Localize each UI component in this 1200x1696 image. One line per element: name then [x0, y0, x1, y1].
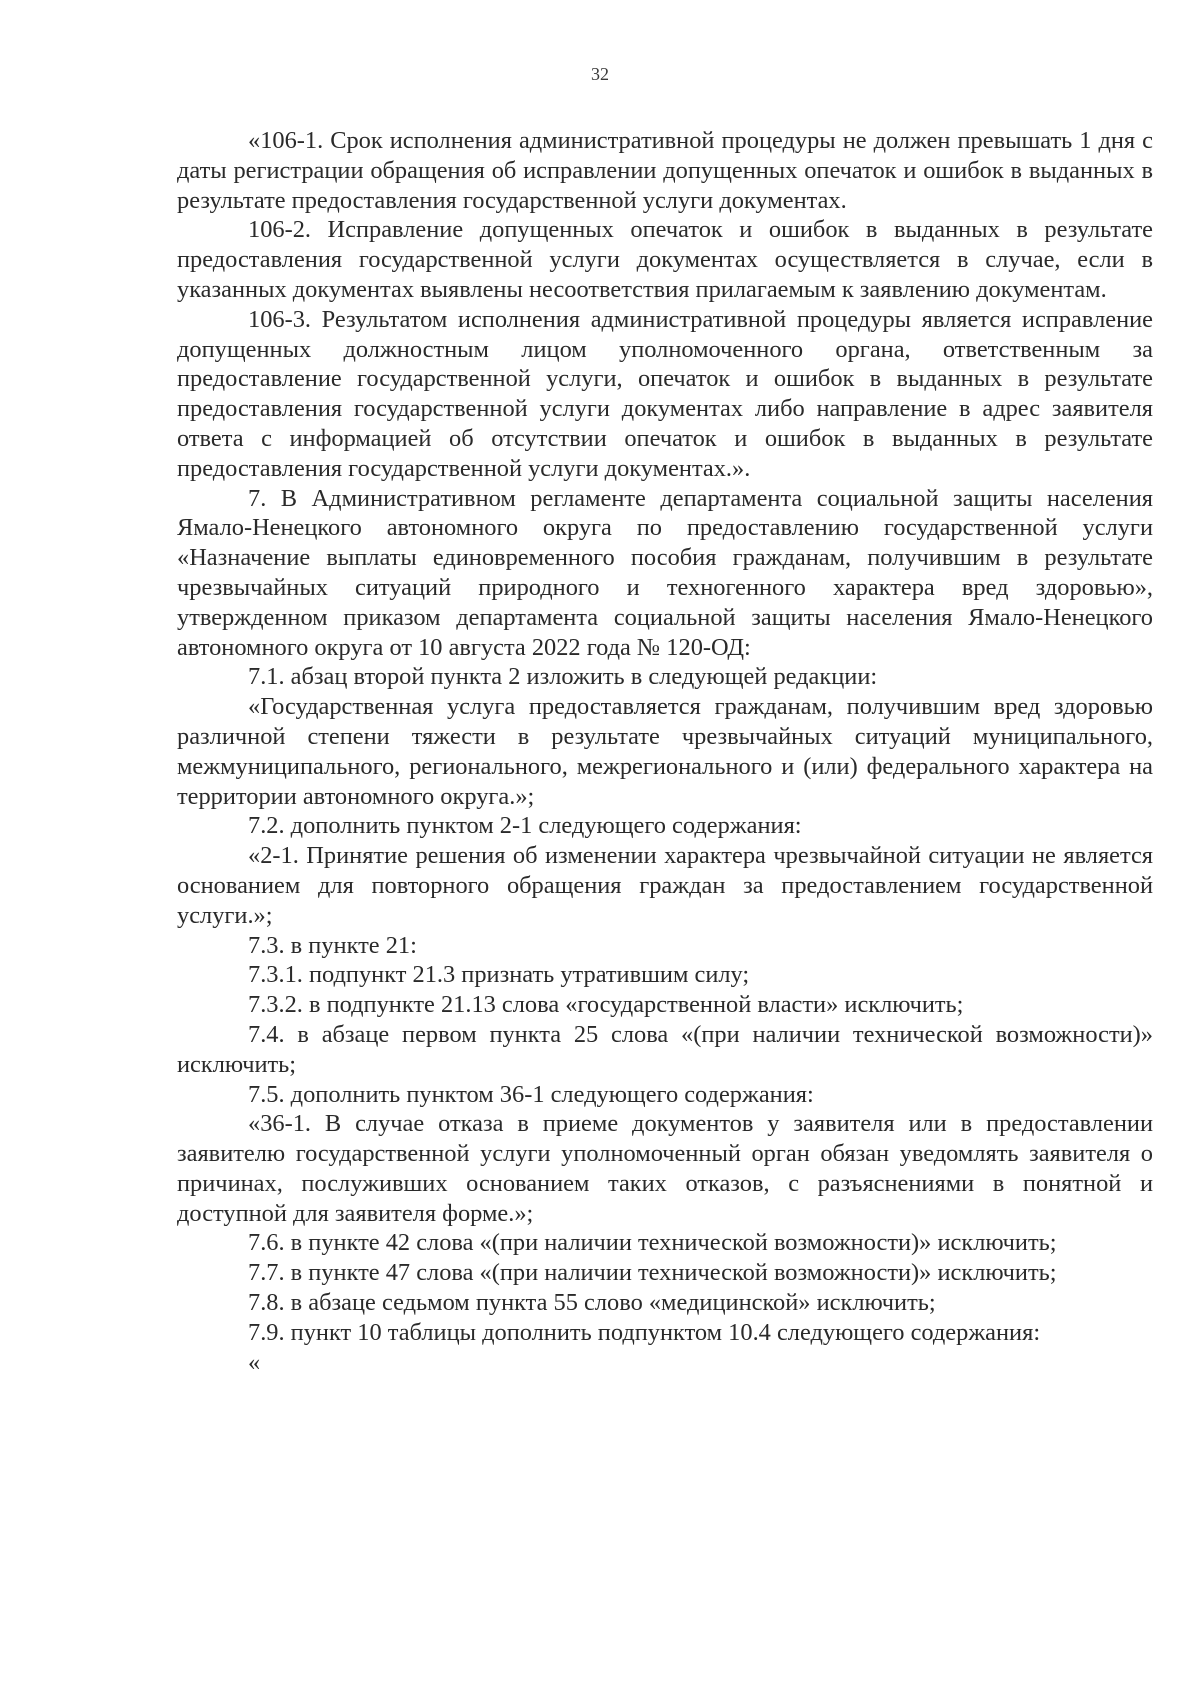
paragraph-106-3: 106-3. Результатом исполнения административной процедуры является исправление допущенных должностным лицом уполномоченного органа, ответственным за предоставление государственной услуги, опечаток и ошибок в выданных в результате предоставления государственной услуги документах либо направление в адрес заявителя ответа с информацией об отсутствии опечаток и ошибок в выданных в результате предоставления государственной услуги документах.». — [177, 305, 1153, 482]
paragraph-item-7-9: 7.9. пункт 10 таблицы дополнить подпунктом 10.4 следующего содержания: — [248, 1318, 1041, 1346]
document-body — [177, 126, 1153, 1377]
paragraph-item-7-8: 7.8. в абзаце седьмом пункта 55 слово «медицинской» исключить; — [248, 1289, 936, 1317]
paragraph-item-7-7: 7.7. в пункте 47 слова «(при наличии технической возможности)» исключить; — [248, 1259, 1057, 1287]
paragraph-item-7: 7. В Административном регламенте департамента социальной защиты населения Ямало-Ненецкого автономного округа по предоставлению государственной услуги «Назначение выплаты единовременного пособия гражданам, получившим в результате чрезвычайных ситуаций природного и техногенного характера вред здоровью», утвержденном приказом департамента социальной защиты населения Ямало-Ненецкого автономного округа от 10 августа 2022 года № 120-ОД: — [177, 484, 1153, 661]
page-number: 32 — [591, 64, 609, 84]
paragraph-106-1: «106-1. Срок исполнения административной процедуры не должен превышать 1 дня с даты регистрации обращения об исправлении допущенных опечаток и ошибок в выданных в результате предоставления государственной услуги документах. — [177, 127, 1153, 214]
paragraph-quote-item-36-1: «36-1. В случае отказа в приеме документов у заявителя или в предоставлении заявителю государственной услуги уполномоченный орган обязан уведомлять заявителя о причинах, послуживших основанием таких отказов, с разъяснениями в понятной и доступной для заявителя форме.»; — [177, 1110, 1153, 1227]
paragraph-item-7-3-1: 7.3.1. подпункт 21.3 признать утратившим силу; — [248, 961, 750, 989]
paragraph-quote-item-2: «Государственная услуга предоставляется гражданам, получившим вред здоровью различной степени тяжести в результате чрезвычайных ситуаций муниципального, межмуниципального, регионального, межрегионального и (или) федерального характера на территории автономного округа.»; — [177, 693, 1153, 810]
paragraph-item-7-2: 7.2. дополнить пунктом 2-1 следующего содержания: — [248, 812, 802, 840]
paragraph-item-7-1: 7.1. абзац второй пункта 2 изложить в следующей редакции: — [248, 663, 878, 691]
paragraph-item-7-6: 7.6. в пункте 42 слова «(при наличии технической возможности)» исключить; — [248, 1229, 1057, 1257]
paragraph-open-quote: « — [248, 1348, 261, 1376]
paragraph-item-7-3: 7.3. в пункте 21: — [248, 931, 417, 959]
paragraph-item-7-5: 7.5. дополнить пунктом 36-1 следующего содержания: — [248, 1080, 814, 1108]
paragraph-106-2: 106-2. Исправление допущенных опечаток и ошибок в выданных в результате предоставления государственной услуги документах осуществляется в случае, если в указанных документах выявлены несоответствия прилагаемым к заявлению документам. — [177, 216, 1153, 303]
paragraph-item-7-4: 7.4. в абзаце первом пункта 25 слова «(при наличии технической возможности)» исключить; — [177, 1020, 1153, 1078]
paragraph-quote-item-2-1: «2-1. Принятие решения об изменении характера чрезвычайной ситуации не является основанием для повторного обращения граждан за предоставлением государственной услуги.»; — [177, 842, 1153, 929]
paragraph-item-7-3-2: 7.3.2. в подпункте 21.13 слова «государственной власти» исключить; — [248, 991, 964, 1019]
